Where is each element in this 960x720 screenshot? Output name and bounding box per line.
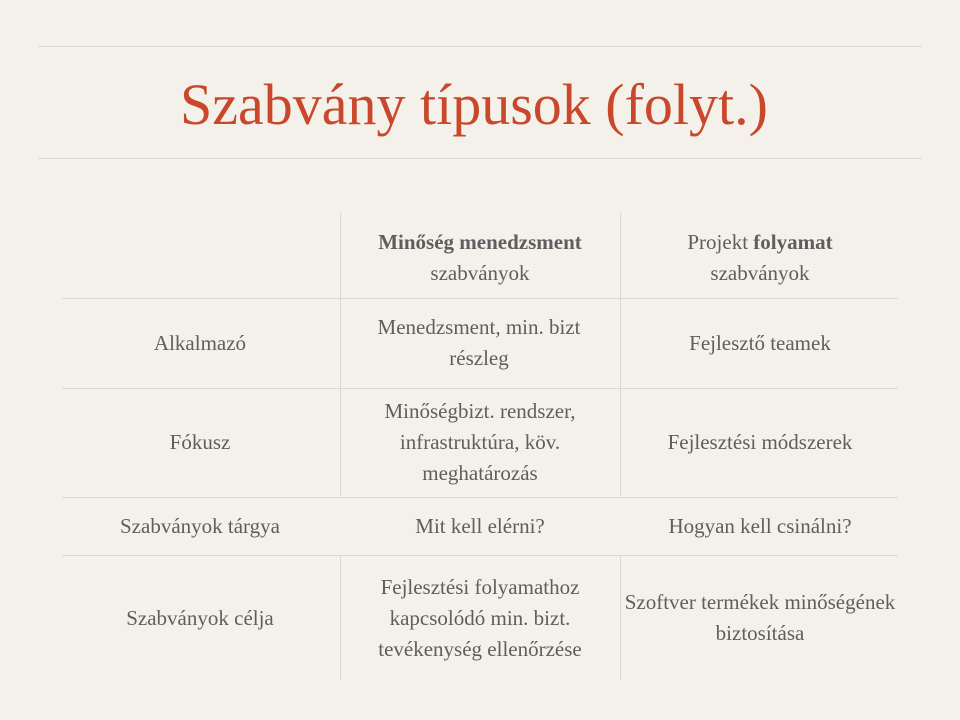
table-divider-2 — [620, 213, 621, 496]
table-rule-1 — [62, 298, 898, 299]
row-label-focus: Fókusz — [169, 430, 231, 454]
row-subject-process: Hogyan kell csinálni? — [668, 513, 852, 538]
slide-title: Szabvány típusok (folyt.) — [180, 72, 768, 137]
header-project-plain: Projekt — [687, 230, 754, 254]
table-rule-2 — [62, 388, 898, 389]
header-project-bold: folyamat — [753, 230, 833, 254]
row-label-applier: Alkalmazó — [153, 330, 247, 355]
row-label-subject: Szabványok tárgya — [120, 513, 280, 538]
row-subject-quality: Mit kell elérni? — [415, 513, 545, 538]
row-applier-quality: Menedzsment, min. bizt részleg — [377, 315, 581, 370]
table-divider-4 — [620, 555, 621, 680]
row-applier-process: Fejlesztő teamek — [689, 330, 831, 355]
table-rule-4 — [62, 555, 898, 556]
header-quality-bold: Minőség menedzsment — [378, 230, 582, 254]
row-label-goal: Szabványok célja — [126, 605, 274, 630]
table-rule-3 — [62, 497, 898, 498]
header-project-rest: szabványok — [710, 261, 810, 285]
header-quality-management — [342, 222, 618, 294]
header-quality-rest: szabványok — [430, 261, 530, 285]
header-project-process — [622, 222, 898, 294]
title-rule — [38, 158, 922, 159]
top-rule — [38, 46, 922, 47]
table-divider-1 — [340, 213, 341, 496]
row-goal-quality: Fejlesztési folyamathoz kapcsolódó min. bizt. tevékenység ellenőrzése — [378, 574, 582, 661]
row-goal-process: Szoftver termékek minőségének biztosítása — [624, 590, 896, 645]
row-focus-process: Fejlesztési módszerek — [667, 430, 853, 454]
row-focus-quality: Minőségbizt. rendszer, infrastruktúra, köv. meghatározás — [384, 399, 576, 485]
table-divider-3 — [340, 555, 341, 680]
